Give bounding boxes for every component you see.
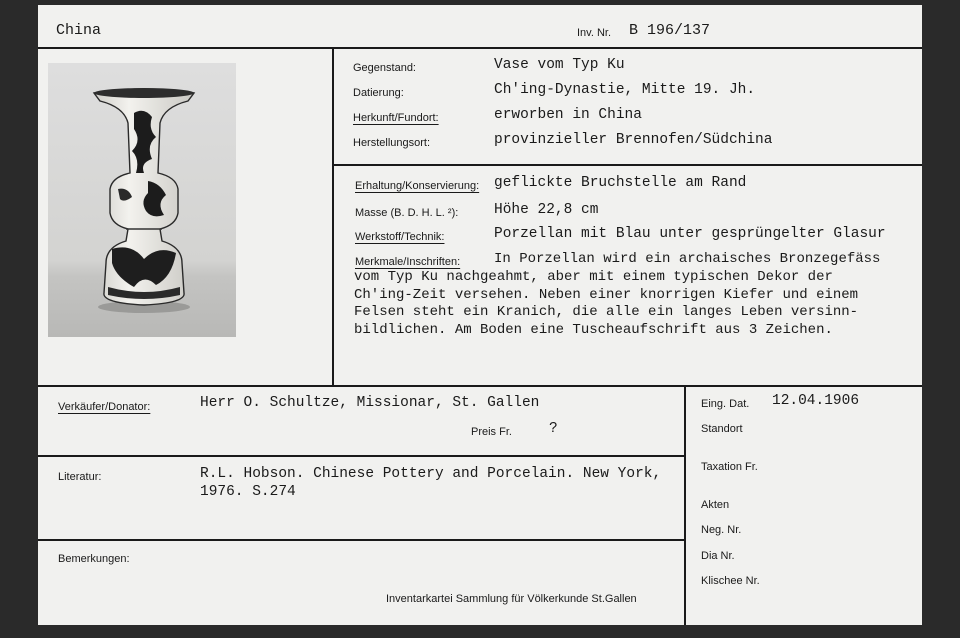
datierung-label: Datierung: (353, 87, 404, 99)
klischee-nr-label: Klischee Nr. (701, 575, 760, 587)
literatur-label: Literatur: (58, 471, 102, 483)
verkaeufer-label: Verkäufer/Donator: (58, 401, 151, 413)
werkstoff-value: Porzellan mit Blau unter gesprüngelter Glasur (494, 226, 886, 242)
verkaeufer-value: Herr O. Schultze, Missionar, St. Gallen (200, 395, 540, 411)
herkunft-label: Herkunft/Fundort: (353, 112, 439, 124)
object-divider (334, 164, 922, 166)
gegenstand-value: Vase vom Typ Ku (494, 57, 625, 73)
country: China (56, 22, 102, 39)
herstellung-label: Herstellungsort: (353, 137, 431, 149)
merkmale-line1: In Porzellan wird ein archaisches Bronzegefäss (494, 251, 881, 267)
inv-number-label: Inv. Nr. (577, 27, 612, 39)
dia-nr-label: Dia Nr. (701, 550, 735, 562)
datierung-value: Ch'ing-Dynastie, Mitte 19. Jh. (494, 82, 756, 98)
standort-label: Standort (701, 423, 743, 435)
akten-label: Akten (701, 499, 730, 511)
eing-dat-value: 12.04.1906 (772, 393, 860, 409)
merkmale-label: Merkmale/Inschriften: (355, 256, 461, 268)
verkaeufer-divider (38, 455, 684, 457)
erhaltung-label: Erhaltung/Konservierung: (355, 180, 480, 192)
photo-divider (332, 47, 334, 385)
inventory-card (38, 5, 922, 625)
vase-photo (48, 63, 236, 337)
masse-label: Masse (B. D. H. L. ²): (355, 207, 459, 219)
preis-value: ? (549, 421, 558, 437)
merkmale-text: vom Typ Ku nachgeahmt, aber mit einem typischen Dekor der Ch'ing-Zeit versehen. Neben einer knorrigen Kiefer und einem Felsen steht ein Kranich, die alle ein langes Leben versinn- bildlichen. Am Boden eine Tuscheaufschrift aus 3 Zeichen. (354, 269, 859, 338)
herstellung-value: provinzieller Brennofen/Südchina (494, 132, 773, 148)
literatur-divider (38, 539, 684, 541)
taxation-label: Taxation Fr. (701, 461, 758, 473)
literatur-value: R.L. Hobson. Chinese Pottery and Porcelain. New York, 1976. S.274 (200, 466, 662, 500)
eing-dat-label: Eing. Dat. (701, 398, 750, 410)
bemerkungen-label: Bemerkungen: (58, 553, 130, 565)
header-divider (38, 47, 922, 49)
masse-value: Höhe 22,8 cm (494, 202, 599, 218)
herkunft-value: erworben in China (494, 107, 642, 123)
gegenstand-label: Gegenstand: (353, 62, 416, 74)
institution-footer: Inventarkartei Sammlung für Völkerkunde St.Gallen (386, 593, 637, 605)
neg-nr-label: Neg. Nr. (701, 524, 742, 536)
section-divider (38, 385, 922, 387)
werkstoff-label: Werkstoff/Technik: (355, 231, 445, 243)
inv-number-value: B 196/137 (629, 22, 711, 39)
side-divider (684, 385, 686, 625)
preis-label: Preis Fr. (471, 426, 512, 438)
vase-illustration (48, 63, 236, 337)
erhaltung-value: geflickte Bruchstelle am Rand (494, 175, 747, 191)
